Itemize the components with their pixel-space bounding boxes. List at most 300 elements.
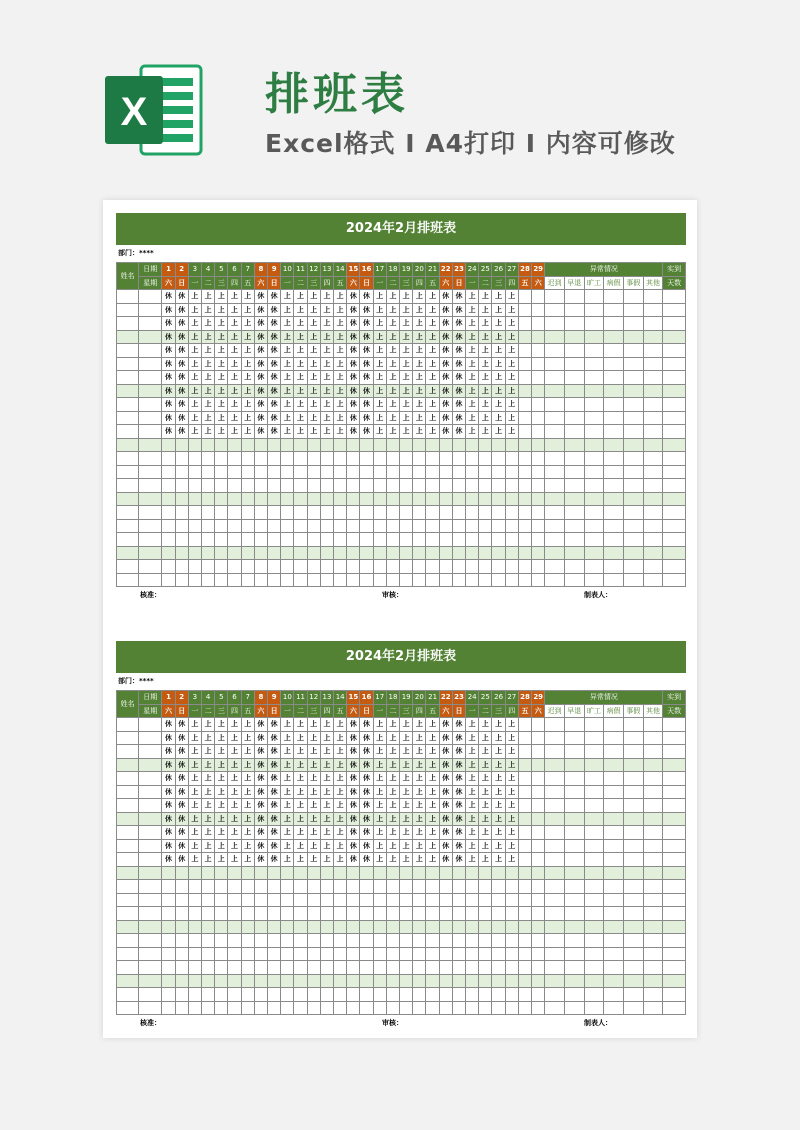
shift-cell[interactable]: 上 (334, 411, 347, 425)
shift-cell[interactable] (188, 533, 201, 547)
shift-cell[interactable] (373, 465, 386, 479)
shift-cell[interactable]: 上 (281, 344, 294, 358)
name-cell[interactable] (117, 745, 139, 759)
shift-cell[interactable] (268, 974, 281, 988)
shift-cell[interactable]: 休 (254, 785, 267, 799)
name-cell[interactable] (117, 826, 139, 840)
shift-cell[interactable] (426, 533, 439, 547)
shift-cell[interactable]: 上 (320, 799, 333, 813)
abnormal-cell[interactable] (623, 438, 643, 452)
shift-cell[interactable] (188, 893, 201, 907)
shift-cell[interactable] (215, 866, 228, 880)
abnormal-cell[interactable] (564, 826, 584, 840)
shift-cell[interactable]: 上 (505, 731, 518, 745)
shift-cell[interactable]: 上 (188, 718, 201, 732)
shift-cell[interactable] (294, 573, 307, 587)
shift-cell[interactable]: 上 (492, 772, 505, 786)
abnormal-cell[interactable] (564, 745, 584, 759)
shift-cell[interactable] (254, 506, 267, 520)
shift-cell[interactable]: 休 (439, 812, 452, 826)
shift-cell[interactable] (202, 988, 215, 1002)
shift-cell[interactable] (505, 506, 518, 520)
shift-cell[interactable]: 上 (400, 785, 413, 799)
shift-cell[interactable] (479, 893, 492, 907)
shift-cell[interactable] (347, 947, 360, 961)
shift-cell[interactable]: 上 (373, 384, 386, 398)
name-cell[interactable] (117, 411, 139, 425)
shift-cell[interactable] (202, 974, 215, 988)
shift-cell[interactable]: 上 (294, 411, 307, 425)
shift-cell[interactable]: 休 (175, 826, 188, 840)
shift-cell[interactable] (386, 947, 399, 961)
shift-cell[interactable] (162, 934, 175, 948)
shift-cell[interactable] (532, 745, 545, 759)
shift-cell[interactable]: 上 (188, 303, 201, 317)
shift-cell[interactable] (228, 907, 241, 921)
shift-cell[interactable] (360, 465, 373, 479)
shift-cell[interactable]: 休 (254, 718, 267, 732)
shift-cell[interactable] (400, 479, 413, 493)
shift-cell[interactable]: 上 (334, 398, 347, 412)
shift-cell[interactable] (228, 506, 241, 520)
shift-cell[interactable] (492, 907, 505, 921)
abnormal-cell[interactable] (564, 934, 584, 948)
shift-cell[interactable]: 上 (466, 330, 479, 344)
shift-cell[interactable]: 休 (268, 290, 281, 304)
shift-cell[interactable] (241, 880, 254, 894)
abnormal-cell[interactable] (623, 866, 643, 880)
blank-cell[interactable] (139, 812, 162, 826)
shift-cell[interactable]: 上 (466, 758, 479, 772)
abnormal-cell[interactable] (545, 573, 565, 587)
shift-cell[interactable] (268, 506, 281, 520)
shift-cell[interactable]: 上 (505, 371, 518, 385)
shift-cell[interactable] (268, 546, 281, 560)
shift-cell[interactable] (215, 506, 228, 520)
blank-cell[interactable] (139, 880, 162, 894)
abnormal-cell[interactable] (545, 907, 565, 921)
shift-cell[interactable]: 休 (268, 303, 281, 317)
shift-cell[interactable]: 休 (360, 745, 373, 759)
shift-cell[interactable]: 上 (188, 371, 201, 385)
shift-cell[interactable]: 上 (281, 839, 294, 853)
shift-cell[interactable] (347, 546, 360, 560)
shift-cell[interactable] (334, 866, 347, 880)
shift-cell[interactable]: 上 (320, 812, 333, 826)
shift-cell[interactable] (294, 961, 307, 975)
shift-cell[interactable]: 上 (400, 290, 413, 304)
abnormal-cell[interactable] (584, 853, 604, 867)
shift-cell[interactable]: 上 (188, 384, 201, 398)
shift-cell[interactable]: 上 (215, 317, 228, 331)
shift-cell[interactable] (228, 479, 241, 493)
shift-cell[interactable]: 上 (188, 398, 201, 412)
shift-cell[interactable]: 上 (492, 826, 505, 840)
name-cell[interactable] (117, 330, 139, 344)
blank-cell[interactable] (139, 452, 162, 466)
shift-cell[interactable] (202, 934, 215, 948)
shift-cell[interactable] (281, 974, 294, 988)
shift-cell[interactable]: 休 (175, 839, 188, 853)
abnormal-cell[interactable] (564, 371, 584, 385)
blank-cell[interactable] (139, 785, 162, 799)
shift-cell[interactable] (505, 479, 518, 493)
shift-cell[interactable]: 上 (228, 344, 241, 358)
shift-cell[interactable]: 上 (188, 357, 201, 371)
shift-cell[interactable]: 上 (400, 344, 413, 358)
abnormal-cell[interactable] (545, 785, 565, 799)
shift-cell[interactable]: 休 (452, 398, 465, 412)
shift-cell[interactable] (294, 479, 307, 493)
shift-cell[interactable] (334, 519, 347, 533)
shift-cell[interactable]: 上 (241, 785, 254, 799)
shift-cell[interactable] (505, 934, 518, 948)
shift-cell[interactable] (228, 974, 241, 988)
shift-cell[interactable] (505, 866, 518, 880)
abnormal-cell[interactable] (545, 479, 565, 493)
abnormal-cell[interactable] (584, 947, 604, 961)
shift-cell[interactable] (466, 893, 479, 907)
shift-cell[interactable]: 上 (228, 718, 241, 732)
shift-cell[interactable]: 上 (202, 425, 215, 439)
shift-cell[interactable] (373, 560, 386, 574)
abnormal-cell[interactable] (623, 465, 643, 479)
shift-cell[interactable]: 休 (175, 411, 188, 425)
shift-cell[interactable] (492, 866, 505, 880)
shift-cell[interactable]: 上 (307, 839, 320, 853)
shift-cell[interactable] (532, 961, 545, 975)
shift-cell[interactable] (347, 479, 360, 493)
shift-cell[interactable] (347, 961, 360, 975)
shift-cell[interactable] (532, 519, 545, 533)
shift-cell[interactable] (360, 533, 373, 547)
shift-cell[interactable] (202, 533, 215, 547)
shift-cell[interactable] (241, 934, 254, 948)
name-cell[interactable] (117, 1001, 139, 1015)
shift-cell[interactable] (479, 438, 492, 452)
shift-cell[interactable] (241, 506, 254, 520)
name-cell[interactable] (117, 573, 139, 587)
shift-cell[interactable] (228, 438, 241, 452)
shift-cell[interactable] (400, 452, 413, 466)
shift-cell[interactable]: 上 (492, 290, 505, 304)
shift-cell[interactable] (188, 934, 201, 948)
shift-cell[interactable] (479, 573, 492, 587)
shift-cell[interactable] (466, 479, 479, 493)
shift-cell[interactable] (254, 519, 267, 533)
shift-cell[interactable]: 上 (492, 317, 505, 331)
shift-cell[interactable] (162, 866, 175, 880)
shift-cell[interactable] (307, 438, 320, 452)
shift-cell[interactable]: 休 (162, 357, 175, 371)
abnormal-cell[interactable] (564, 731, 584, 745)
abnormal-cell[interactable] (584, 303, 604, 317)
shift-cell[interactable] (413, 893, 426, 907)
abnormal-cell[interactable] (564, 438, 584, 452)
shift-cell[interactable]: 上 (334, 745, 347, 759)
abnormal-cell[interactable] (643, 303, 663, 317)
shift-cell[interactable] (400, 988, 413, 1002)
abnormal-cell[interactable] (564, 839, 584, 853)
shift-cell[interactable] (254, 573, 267, 587)
shift-cell[interactable]: 上 (307, 290, 320, 304)
shift-cell[interactable] (386, 893, 399, 907)
shift-cell[interactable]: 上 (400, 371, 413, 385)
shift-cell[interactable]: 上 (294, 303, 307, 317)
shift-cell[interactable] (307, 907, 320, 921)
actual-days-cell[interactable] (663, 745, 686, 759)
shift-cell[interactable]: 休 (452, 344, 465, 358)
shift-cell[interactable]: 上 (386, 772, 399, 786)
shift-cell[interactable]: 休 (254, 303, 267, 317)
abnormal-cell[interactable] (564, 357, 584, 371)
actual-days-cell[interactable] (663, 573, 686, 587)
shift-cell[interactable] (334, 533, 347, 547)
shift-cell[interactable] (281, 961, 294, 975)
blank-cell[interactable] (139, 907, 162, 921)
abnormal-cell[interactable] (604, 718, 624, 732)
shift-cell[interactable] (360, 506, 373, 520)
abnormal-cell[interactable] (564, 560, 584, 574)
abnormal-cell[interactable] (584, 344, 604, 358)
abnormal-cell[interactable] (564, 384, 584, 398)
shift-cell[interactable] (215, 880, 228, 894)
shift-cell[interactable] (466, 438, 479, 452)
shift-cell[interactable]: 上 (307, 718, 320, 732)
abnormal-cell[interactable] (604, 479, 624, 493)
shift-cell[interactable] (400, 880, 413, 894)
shift-cell[interactable] (254, 438, 267, 452)
shift-cell[interactable]: 休 (439, 357, 452, 371)
shift-cell[interactable] (334, 880, 347, 894)
shift-cell[interactable] (268, 533, 281, 547)
abnormal-cell[interactable] (584, 731, 604, 745)
shift-cell[interactable] (241, 920, 254, 934)
shift-cell[interactable] (188, 573, 201, 587)
abnormal-cell[interactable] (545, 384, 565, 398)
shift-cell[interactable] (360, 573, 373, 587)
shift-cell[interactable] (386, 519, 399, 533)
shift-cell[interactable]: 休 (268, 425, 281, 439)
shift-cell[interactable]: 上 (241, 853, 254, 867)
abnormal-cell[interactable] (564, 290, 584, 304)
shift-cell[interactable] (202, 573, 215, 587)
shift-cell[interactable] (518, 452, 531, 466)
shift-cell[interactable] (505, 1001, 518, 1015)
shift-cell[interactable]: 休 (162, 799, 175, 813)
abnormal-cell[interactable] (564, 411, 584, 425)
shift-cell[interactable] (347, 560, 360, 574)
shift-cell[interactable] (479, 452, 492, 466)
shift-cell[interactable]: 上 (413, 344, 426, 358)
abnormal-cell[interactable] (584, 519, 604, 533)
shift-cell[interactable] (466, 866, 479, 880)
shift-cell[interactable]: 上 (492, 384, 505, 398)
actual-days-cell[interactable] (663, 907, 686, 921)
blank-cell[interactable] (139, 920, 162, 934)
abnormal-cell[interactable] (584, 506, 604, 520)
shift-cell[interactable] (492, 974, 505, 988)
abnormal-cell[interactable] (604, 357, 624, 371)
abnormal-cell[interactable] (545, 853, 565, 867)
actual-days-cell[interactable] (663, 533, 686, 547)
shift-cell[interactable]: 上 (400, 853, 413, 867)
abnormal-cell[interactable] (584, 479, 604, 493)
shift-cell[interactable]: 上 (281, 772, 294, 786)
shift-cell[interactable] (426, 573, 439, 587)
shift-cell[interactable]: 上 (426, 745, 439, 759)
shift-cell[interactable]: 休 (439, 718, 452, 732)
shift-cell[interactable] (254, 893, 267, 907)
shift-cell[interactable] (215, 465, 228, 479)
shift-cell[interactable] (426, 907, 439, 921)
shift-cell[interactable]: 上 (334, 344, 347, 358)
shift-cell[interactable]: 上 (241, 812, 254, 826)
shift-cell[interactable]: 上 (505, 718, 518, 732)
shift-cell[interactable] (268, 465, 281, 479)
abnormal-cell[interactable] (623, 758, 643, 772)
shift-cell[interactable] (320, 920, 333, 934)
abnormal-cell[interactable] (643, 411, 663, 425)
abnormal-cell[interactable] (623, 920, 643, 934)
shift-cell[interactable] (188, 492, 201, 506)
abnormal-cell[interactable] (604, 866, 624, 880)
abnormal-cell[interactable] (564, 519, 584, 533)
abnormal-cell[interactable] (564, 893, 584, 907)
shift-cell[interactable]: 上 (202, 853, 215, 867)
blank-cell[interactable] (139, 839, 162, 853)
shift-cell[interactable] (228, 465, 241, 479)
shift-cell[interactable] (188, 479, 201, 493)
abnormal-cell[interactable] (604, 799, 624, 813)
shift-cell[interactable] (175, 506, 188, 520)
shift-cell[interactable] (307, 920, 320, 934)
abnormal-cell[interactable] (623, 573, 643, 587)
shift-cell[interactable] (532, 290, 545, 304)
shift-cell[interactable]: 上 (426, 839, 439, 853)
shift-cell[interactable] (334, 560, 347, 574)
name-cell[interactable] (117, 866, 139, 880)
abnormal-cell[interactable] (584, 452, 604, 466)
abnormal-cell[interactable] (643, 812, 663, 826)
shift-cell[interactable] (162, 893, 175, 907)
shift-cell[interactable]: 上 (400, 398, 413, 412)
shift-cell[interactable] (439, 920, 452, 934)
shift-cell[interactable] (518, 988, 531, 1002)
shift-cell[interactable] (426, 961, 439, 975)
shift-cell[interactable]: 上 (215, 839, 228, 853)
shift-cell[interactable] (188, 438, 201, 452)
actual-days-cell[interactable] (663, 799, 686, 813)
shift-cell[interactable]: 上 (505, 785, 518, 799)
shift-cell[interactable]: 上 (413, 398, 426, 412)
shift-cell[interactable]: 休 (162, 785, 175, 799)
shift-cell[interactable] (439, 560, 452, 574)
shift-cell[interactable]: 休 (452, 758, 465, 772)
shift-cell[interactable] (373, 479, 386, 493)
abnormal-cell[interactable] (623, 317, 643, 331)
shift-cell[interactable]: 上 (281, 411, 294, 425)
abnormal-cell[interactable] (564, 812, 584, 826)
shift-cell[interactable] (532, 384, 545, 398)
shift-cell[interactable] (254, 546, 267, 560)
actual-days-cell[interactable] (663, 438, 686, 452)
shift-cell[interactable] (320, 893, 333, 907)
shift-cell[interactable] (202, 506, 215, 520)
shift-cell[interactable] (228, 533, 241, 547)
shift-cell[interactable]: 休 (347, 826, 360, 840)
shift-cell[interactable] (492, 947, 505, 961)
shift-cell[interactable]: 上 (413, 745, 426, 759)
shift-cell[interactable] (228, 560, 241, 574)
blank-cell[interactable] (139, 425, 162, 439)
shift-cell[interactable]: 上 (426, 398, 439, 412)
abnormal-cell[interactable] (564, 533, 584, 547)
shift-cell[interactable] (386, 1001, 399, 1015)
shift-cell[interactable] (518, 330, 531, 344)
shift-cell[interactable] (307, 492, 320, 506)
shift-cell[interactable] (466, 988, 479, 1002)
shift-cell[interactable] (426, 893, 439, 907)
shift-cell[interactable] (518, 411, 531, 425)
shift-cell[interactable] (466, 907, 479, 921)
shift-cell[interactable] (505, 533, 518, 547)
shift-cell[interactable] (360, 920, 373, 934)
shift-cell[interactable]: 上 (400, 411, 413, 425)
shift-cell[interactable] (334, 988, 347, 1002)
shift-cell[interactable] (294, 506, 307, 520)
abnormal-cell[interactable] (643, 1001, 663, 1015)
shift-cell[interactable]: 休 (360, 425, 373, 439)
shift-cell[interactable] (268, 934, 281, 948)
shift-cell[interactable] (426, 492, 439, 506)
shift-cell[interactable]: 上 (241, 745, 254, 759)
abnormal-cell[interactable] (564, 546, 584, 560)
shift-cell[interactable]: 上 (281, 357, 294, 371)
shift-cell[interactable]: 上 (188, 785, 201, 799)
shift-cell[interactable] (268, 893, 281, 907)
shift-cell[interactable] (268, 560, 281, 574)
shift-cell[interactable]: 上 (188, 344, 201, 358)
shift-cell[interactable]: 上 (466, 718, 479, 732)
shift-cell[interactable] (466, 519, 479, 533)
shift-cell[interactable] (268, 452, 281, 466)
shift-cell[interactable]: 休 (347, 758, 360, 772)
shift-cell[interactable]: 上 (466, 772, 479, 786)
shift-cell[interactable]: 上 (334, 425, 347, 439)
abnormal-cell[interactable] (564, 479, 584, 493)
name-cell[interactable] (117, 560, 139, 574)
shift-cell[interactable]: 上 (188, 290, 201, 304)
shift-cell[interactable]: 上 (386, 839, 399, 853)
shift-cell[interactable] (452, 546, 465, 560)
shift-cell[interactable]: 上 (466, 425, 479, 439)
abnormal-cell[interactable] (604, 425, 624, 439)
shift-cell[interactable] (413, 492, 426, 506)
shift-cell[interactable] (426, 934, 439, 948)
shift-cell[interactable] (215, 452, 228, 466)
shift-cell[interactable]: 上 (320, 411, 333, 425)
name-cell[interactable] (117, 344, 139, 358)
abnormal-cell[interactable] (643, 961, 663, 975)
shift-cell[interactable] (479, 988, 492, 1002)
blank-cell[interactable] (139, 560, 162, 574)
shift-cell[interactable] (347, 880, 360, 894)
shift-cell[interactable]: 上 (505, 425, 518, 439)
shift-cell[interactable]: 上 (505, 344, 518, 358)
shift-cell[interactable] (386, 479, 399, 493)
shift-cell[interactable]: 上 (492, 411, 505, 425)
